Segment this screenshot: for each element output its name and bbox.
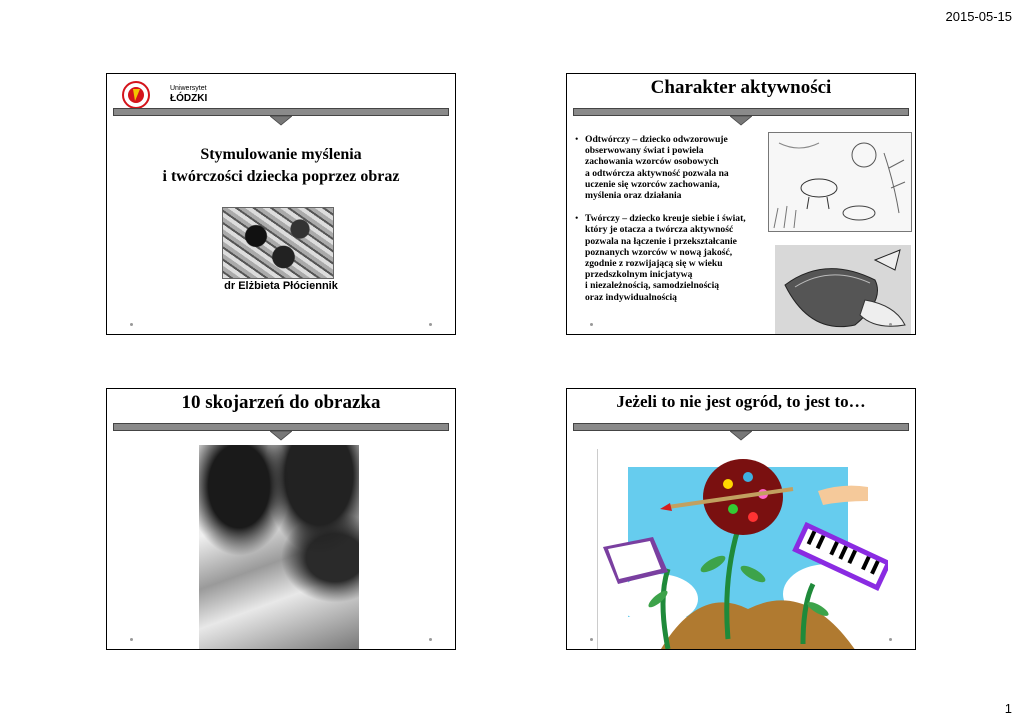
slide-4-title: Jeżeli to nie jest ogród, to jest to…	[616, 392, 866, 411]
art-garden-illustration	[598, 449, 888, 650]
title-bar	[113, 423, 449, 431]
slide-4	[566, 388, 916, 650]
author-name: dr Elżbieta Płóciennik	[224, 280, 338, 292]
slide-3	[106, 388, 456, 650]
slide-3-title: 10 skojarzeń do obrazka	[181, 392, 381, 413]
child-drawing-2	[775, 245, 911, 335]
arrow-down-icon	[270, 116, 292, 126]
slide-dot	[889, 323, 892, 326]
title-bar	[113, 108, 449, 116]
title-bar	[573, 108, 909, 116]
arrow-down-icon	[270, 431, 292, 441]
slide-dot	[130, 323, 133, 326]
title-line-2: i twórczości dziecka poprzez obraz	[162, 168, 400, 185]
slide-dot	[429, 323, 432, 326]
waterfall-photo	[199, 445, 359, 650]
logo-text-bottom: ŁÓDZKI	[170, 93, 208, 104]
bird-sketch-icon	[775, 245, 911, 335]
arrow-down-icon	[730, 431, 752, 441]
bullet-item: • Twórczy – dziecko kreuje siebie i świat, który je otacza a twórcza aktywność pozwala na łączenie i przekształcanie poznanych wzorców w nową jakość, zgodnie z rozwijającą się w wieku przedszkolnym inicjatywą i niezależnością, samodzielnością oraz indywidualnością	[575, 213, 790, 303]
title-bar	[573, 423, 909, 431]
slide-dot	[429, 638, 432, 641]
page-date: 2015-05-15	[945, 9, 1012, 24]
slide-2	[566, 73, 916, 335]
bullet-item: • Odtwórczy – dziecko odwzorowuje obserwowany świat i powiela zachowania wzorców osobowych a odtwórcza aktywność pozwala na uczenie się wzorców zachowania, myślenia oraz działania	[575, 134, 790, 201]
arrow-down-icon	[730, 116, 752, 126]
slide-1	[106, 73, 456, 335]
slide-dot	[590, 638, 593, 641]
slide-dot	[889, 638, 892, 641]
bullet-list	[575, 134, 790, 303]
slide-1-title	[107, 144, 455, 188]
title-line-1: Stymulowanie myślenia	[200, 146, 362, 163]
page-number: 1	[1004, 701, 1012, 716]
garden-clipart	[597, 449, 888, 650]
artwork-image	[222, 207, 334, 279]
animals-sketch-icon	[769, 133, 911, 231]
university-seal-icon	[121, 80, 151, 110]
slide-dot	[590, 323, 593, 326]
slide-2-title: Charakter aktywności	[650, 77, 832, 98]
child-drawing-1	[768, 132, 912, 232]
logo-text-top: Uniwersytet	[170, 85, 207, 92]
slide-dot	[130, 638, 133, 641]
